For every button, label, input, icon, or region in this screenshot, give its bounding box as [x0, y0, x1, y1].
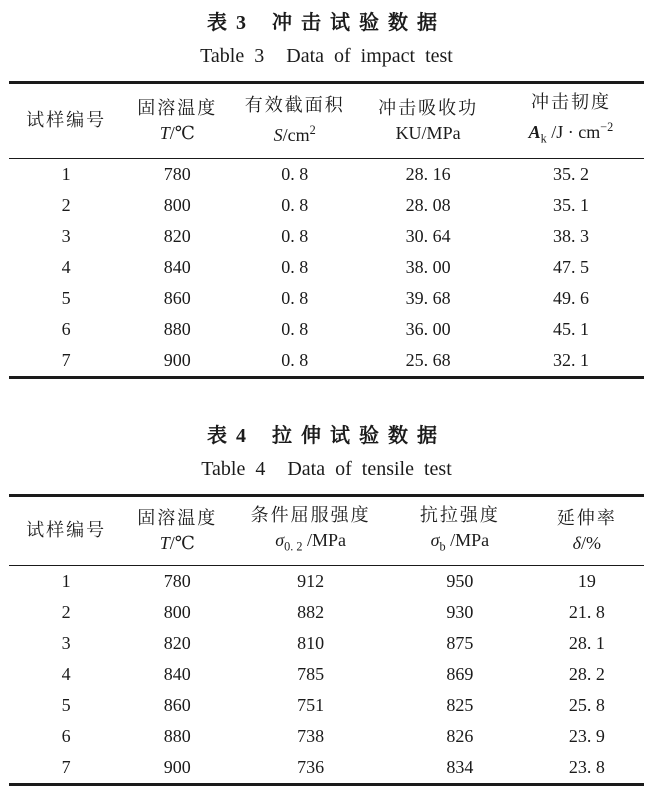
impact-test-table: [9, 81, 644, 379]
table3-caption-en-text: Data of impact test: [286, 45, 453, 67]
col-header-tensile-strength: [390, 495, 530, 566]
cell: 840: [163, 664, 191, 685]
cell: 25. 68: [405, 349, 451, 370]
cell: 875: [446, 633, 474, 654]
table-row: [9, 158, 644, 190]
cell: 826: [446, 726, 474, 747]
table4-caption-zh-label: 表 4: [207, 424, 248, 447]
cell: 36. 00: [405, 318, 451, 339]
cell: 0. 8: [281, 349, 309, 370]
cell: 751: [297, 695, 325, 716]
header-line1: 试样编号: [26, 520, 107, 541]
cell: 3: [61, 633, 71, 654]
table-row: [9, 283, 644, 314]
header-line2: KU/MPa: [395, 122, 461, 143]
cell: 23. 8: [568, 757, 605, 778]
header-line2: $A_k$ $/J \cdot cm^{-2}$: [528, 120, 614, 146]
table4-caption-zh-text: 拉伸试验数据: [272, 424, 446, 447]
table-row: [9, 628, 644, 659]
cell: 35. 1: [552, 194, 589, 215]
header-row: [9, 495, 644, 566]
cell: 880: [163, 318, 191, 339]
col-header-solution-temp: [123, 495, 231, 566]
cell: 820: [163, 225, 191, 246]
header-line1: 冲击韧度: [530, 92, 611, 112]
cell: 900: [163, 757, 191, 778]
header-line1: 试样编号: [26, 110, 107, 131]
col-header-impact-toughness: [498, 83, 644, 159]
cell: 2: [61, 602, 71, 623]
table3-caption-en-label: Table 3: [200, 45, 265, 67]
cell: 6: [61, 726, 71, 747]
table4-caption-en: [9, 456, 644, 482]
cell: 5: [61, 695, 71, 716]
cell: 38. 00: [405, 256, 451, 277]
cell: 738: [297, 726, 325, 747]
cell: 785: [297, 664, 325, 685]
col-header-yield-strength: [231, 495, 390, 566]
header-line1: 固溶温度: [137, 507, 218, 528]
cell: 2: [61, 194, 71, 215]
cell: 28. 1: [568, 633, 605, 654]
cell: 912: [297, 571, 325, 592]
cell: 7: [61, 349, 71, 370]
table4-caption-zh: [9, 423, 644, 449]
cell: 4: [61, 256, 71, 277]
header-line1: 固溶温度: [137, 97, 218, 118]
table-row: [9, 345, 644, 378]
table3-caption-zh: [9, 10, 644, 36]
section-gap: [9, 379, 644, 421]
tensile-test-table: [9, 494, 644, 786]
header-line1: 有效截面积: [244, 95, 345, 116]
cell: 780: [163, 571, 191, 592]
table-row: [9, 566, 644, 598]
col-header-solution-temp: [123, 83, 231, 159]
cell: 28. 2: [568, 664, 605, 685]
cell: 834: [446, 757, 474, 778]
cell: 28. 08: [405, 194, 451, 215]
header-row: [9, 83, 644, 159]
cell: 0. 8: [281, 225, 309, 246]
header-line2: $S/cm^2$: [273, 123, 316, 146]
table-row: [9, 752, 644, 785]
table-row: [9, 314, 644, 345]
cell: 810: [297, 633, 325, 654]
table3-caption-en: [9, 43, 644, 69]
header-line2: δ/%: [572, 532, 602, 553]
cell: 39. 68: [405, 287, 451, 308]
cell: 38. 3: [552, 225, 589, 246]
cell: 900: [163, 349, 191, 370]
table4-caption-en-label: Table 4: [201, 457, 266, 480]
cell: 30. 64: [405, 225, 451, 246]
col-header-section-area: [231, 83, 358, 159]
cell: 860: [163, 287, 191, 308]
cell: 4: [61, 664, 71, 685]
header-line2: $\sigma_{0. 2}$ /MPa: [275, 529, 346, 554]
cell: 49. 6: [552, 287, 589, 308]
cell: 28. 16: [405, 163, 451, 184]
header-line1: 冲击吸收功: [378, 97, 479, 118]
cell: 19: [577, 571, 596, 592]
cell: 800: [163, 194, 191, 215]
cell: 0. 8: [281, 318, 309, 339]
cell: 860: [163, 695, 191, 716]
col-header-elongation: [530, 495, 644, 566]
table3-caption-zh-label: 表 3: [207, 12, 248, 34]
cell: 880: [163, 726, 191, 747]
cell: 21. 8: [568, 602, 605, 623]
table-row: [9, 221, 644, 252]
cell: 45. 1: [552, 318, 589, 339]
cell: 25. 8: [568, 695, 605, 716]
table4-caption-en-text: Data of tensile test: [287, 457, 452, 480]
header-line1: 条件屈服强度: [250, 504, 371, 525]
cell: 0. 8: [281, 163, 309, 184]
cell: 800: [163, 602, 191, 623]
cell: 23. 9: [568, 726, 605, 747]
table-row: [9, 721, 644, 752]
col-header-sample-id: [9, 83, 123, 159]
cell: 882: [297, 602, 325, 623]
cell: 869: [446, 664, 474, 685]
cell: 950: [446, 571, 474, 592]
cell: 0. 8: [281, 287, 309, 308]
cell: 6: [61, 318, 71, 339]
cell: 840: [163, 256, 191, 277]
table-row: [9, 190, 644, 221]
table3-caption-zh-text: 冲击试验数据: [272, 12, 446, 34]
cell: 3: [61, 225, 71, 246]
header-line1: 抗拉强度: [419, 504, 500, 525]
cell: 1: [61, 163, 71, 184]
header-line2: $\sigma_b$ /MPa: [430, 529, 490, 554]
cell: 736: [297, 757, 325, 778]
cell: 0. 8: [281, 256, 309, 277]
header-line2: T/℃: [159, 122, 195, 143]
cell: 820: [163, 633, 191, 654]
cell: 825: [446, 695, 474, 716]
cell: 930: [446, 602, 474, 623]
cell: 7: [61, 757, 71, 778]
table-row: [9, 252, 644, 283]
cell: 5: [61, 287, 71, 308]
header-line2: T/℃: [159, 532, 195, 553]
table-row: [9, 690, 644, 721]
cell: 780: [163, 163, 191, 184]
table-row: [9, 597, 644, 628]
table-row: [9, 659, 644, 690]
col-header-sample-id: [9, 495, 123, 566]
cell: 0. 8: [281, 194, 309, 215]
cell: 32. 1: [552, 349, 589, 370]
cell: 35. 2: [552, 163, 589, 184]
header-line1: 延伸率: [556, 507, 617, 528]
cell: 1: [61, 571, 71, 592]
cell: 47. 5: [552, 256, 589, 277]
col-header-impact-energy: [358, 83, 498, 159]
